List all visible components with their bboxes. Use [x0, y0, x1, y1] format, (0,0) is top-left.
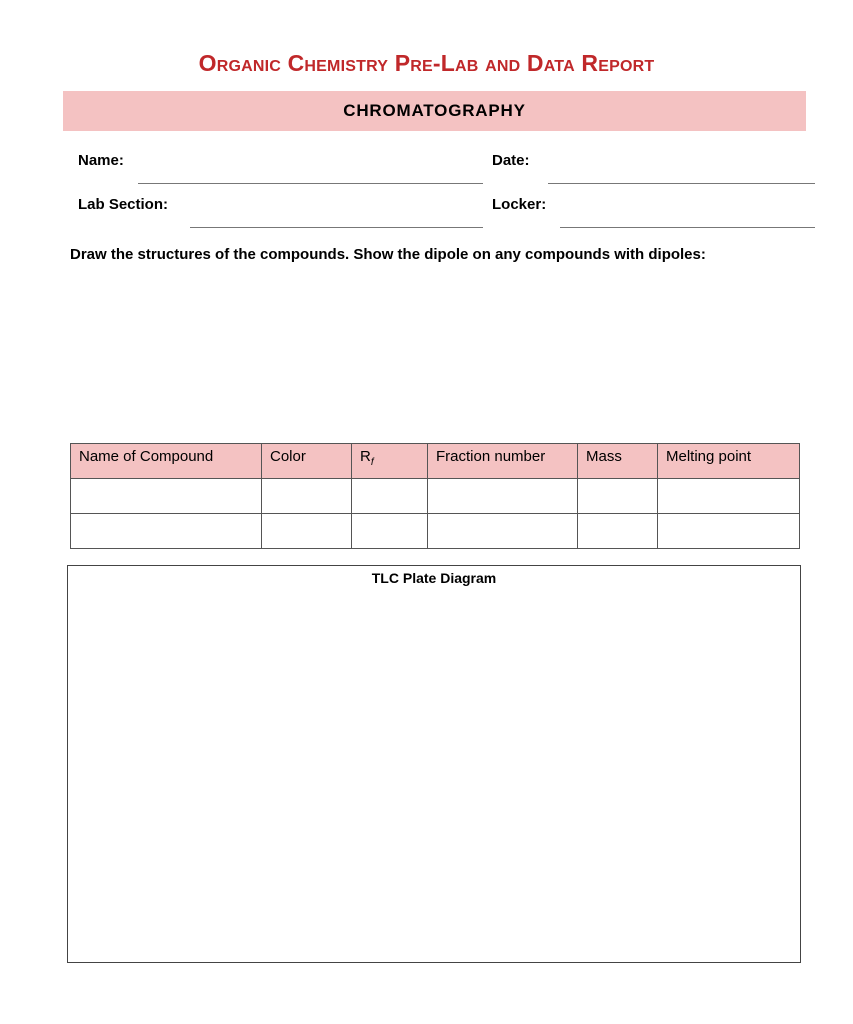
header-mass: Mass	[578, 444, 658, 479]
header-fraction-number: Fraction number	[428, 444, 578, 479]
header-name-of-compound: Name of Compound	[71, 444, 262, 479]
table-cell[interactable]	[658, 514, 800, 549]
table-row	[71, 514, 800, 549]
data-table	[70, 443, 800, 549]
table-cell[interactable]	[262, 479, 352, 514]
header-rf-main: R	[360, 448, 371, 465]
table-cell[interactable]	[428, 479, 578, 514]
section-subtitle: CHROMATOGRAPHY	[343, 101, 526, 120]
table-cell[interactable]	[352, 514, 428, 549]
table-cell[interactable]	[658, 479, 800, 514]
tlc-plate-box[interactable]	[67, 565, 801, 963]
header-color: Color	[262, 444, 352, 479]
locker-field-line[interactable]	[560, 227, 815, 228]
table-header-row	[71, 444, 800, 479]
table-cell[interactable]	[578, 514, 658, 549]
table-cell[interactable]	[262, 514, 352, 549]
name-label: Name:	[78, 152, 124, 169]
table-cell[interactable]	[71, 479, 262, 514]
table-cell[interactable]	[352, 479, 428, 514]
locker-label: Locker:	[492, 196, 547, 213]
date-field-line[interactable]	[548, 183, 815, 184]
date-label: Date:	[492, 152, 530, 169]
section-banner	[63, 91, 806, 131]
header-rf	[352, 444, 428, 479]
table-cell[interactable]	[578, 479, 658, 514]
table-cell[interactable]	[71, 514, 262, 549]
lab-section-field-line[interactable]	[190, 227, 483, 228]
table-cell[interactable]	[428, 514, 578, 549]
report-title: Organic Chemistry Pre-Lab and Data Report	[198, 50, 655, 76]
lab-section-label: Lab Section:	[78, 196, 169, 213]
header-melting-point: Melting point	[658, 444, 800, 479]
header-rf-subscript: f	[370, 457, 374, 468]
table-row	[71, 479, 800, 514]
name-field-line[interactable]	[138, 183, 483, 184]
tlc-plate-title: TLC Plate Diagram	[371, 570, 497, 586]
structure-instructions: Draw the structures of the compounds. Show the dipole on any compounds with dipoles:	[70, 246, 706, 263]
